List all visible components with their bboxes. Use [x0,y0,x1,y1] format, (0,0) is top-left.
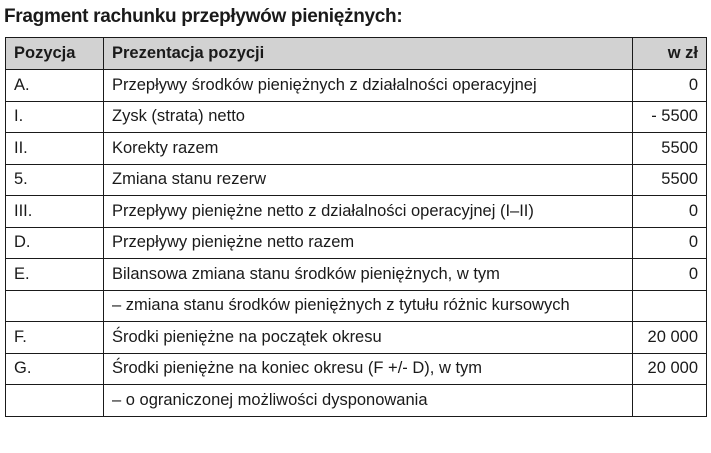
row-value: - 5500 [633,101,707,133]
row-position: I. [6,101,104,133]
document-title: Fragment rachunku przepływów pieniężnych: [4,6,403,27]
table-row [6,353,707,385]
row-value: 5500 [633,133,707,165]
table-row [6,259,707,291]
row-value: 0 [633,70,707,102]
row-value: 20 000 [633,322,707,354]
header-position: Pozycja [6,38,104,70]
row-position [6,385,104,417]
row-description: – zmiana stanu środków pieniężnych z tytułu różnic kursowych [104,290,633,322]
table-row [6,133,707,165]
row-description: Zmiana stanu rezerw [104,164,633,196]
row-description: Przepływy pieniężne netto razem [104,227,633,259]
row-description: Korekty razem [104,133,633,165]
row-position: D. [6,227,104,259]
row-position: A. [6,70,104,102]
row-value: 0 [633,227,707,259]
cash-flow-table [5,37,707,417]
row-description: Bilansowa zmiana stanu środków pieniężnych, w tym [104,259,633,291]
table-row [6,290,707,322]
table-header-row [6,38,707,70]
table-row [6,385,707,417]
row-value: 5500 [633,164,707,196]
table-row [6,101,707,133]
row-value: 20 000 [633,353,707,385]
header-value: w zł [633,38,707,70]
row-description: Środki pieniężne na początek okresu [104,322,633,354]
row-value [633,385,707,417]
table-row [6,227,707,259]
row-position: G. [6,353,104,385]
row-value [633,290,707,322]
row-position: E. [6,259,104,291]
row-value: 0 [633,196,707,228]
row-position: II. [6,133,104,165]
row-description: Przepływy pieniężne netto z działalności operacyjnej (I–II) [104,196,633,228]
row-value: 0 [633,259,707,291]
table-row [6,70,707,102]
row-position: III. [6,196,104,228]
table-row [6,164,707,196]
row-position: F. [6,322,104,354]
header-presentation: Prezentacja pozycji [104,38,633,70]
row-position [6,290,104,322]
row-description: – o ograniczonej możliwości dysponowania [104,385,633,417]
row-position: 5. [6,164,104,196]
row-description: Środki pieniężne na koniec okresu (F +/- D), w tym [104,353,633,385]
row-description: Zysk (strata) netto [104,101,633,133]
table-row [6,196,707,228]
table-row [6,322,707,354]
row-description: Przepływy środków pieniężnych z działalności operacyjnej [104,70,633,102]
